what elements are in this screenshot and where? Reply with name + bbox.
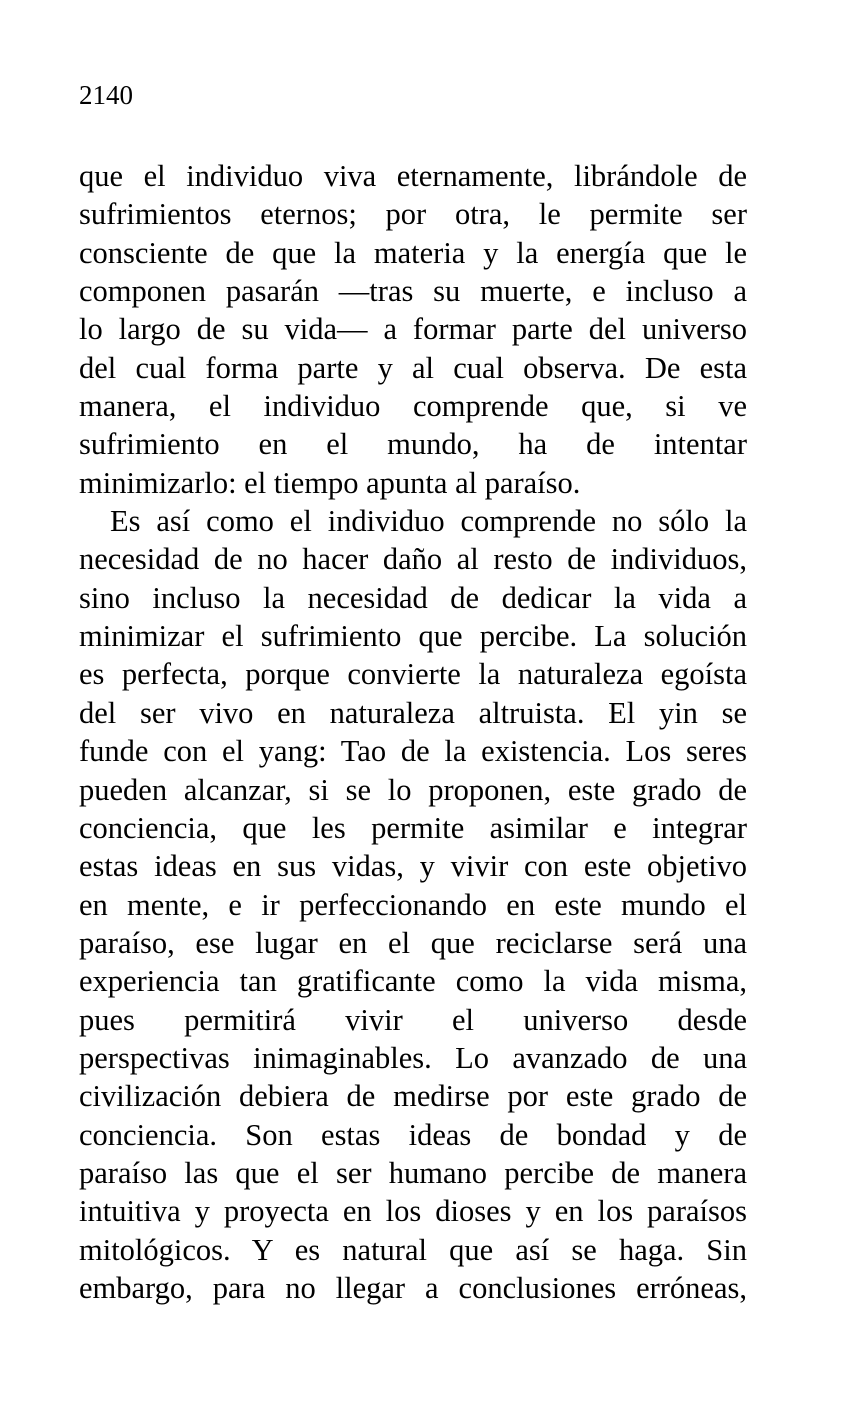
paragraph-1 [79, 157, 747, 502]
paragraph-2 [79, 502, 747, 1307]
text-line: funde con el yang: Tao de la existencia. Los seres [79, 734, 747, 769]
text-line: en mente, e ir perfeccionando en este mundo el [79, 887, 747, 922]
text-line: sufrimientos eternos; por otra, le permite ser [79, 197, 747, 232]
text-line: componen pasarán —tras su muerte, e incluso a [79, 274, 747, 309]
text-line: pueden alcanzar, si se lo proponen, este grado de [79, 772, 747, 807]
text-line: manera, el individuo comprende que, si ve [79, 389, 747, 424]
text-line: sino incluso la necesidad de dedicar la vida a [79, 580, 747, 615]
text-line: minimizarlo: el tiempo apunta al paraíso. [79, 465, 581, 500]
text-line: pues permitirá vivir el universo desde [79, 1002, 747, 1037]
text-line: lo largo de su vida— a formar parte del universo [79, 312, 747, 347]
text-line: que el individuo viva eternamente, librándole de [79, 159, 747, 193]
text-line: civilización debiera de medirse por este grado de [79, 1079, 747, 1114]
text-line: paraíso, ese lugar en el que reciclarse será una [79, 925, 747, 960]
text-line: estas ideas en sus vidas, y vivir con este objetivo [79, 849, 747, 884]
text-line: perspectivas inimaginables. Lo avanzado de una [79, 1040, 747, 1075]
text-line: intuitiva y proyecta en los dioses y en los paraísos [79, 1194, 747, 1229]
text-line: embargo, para no llegar a conclusiones erróneas, [79, 1270, 747, 1305]
text-line: minimizar el sufrimiento que percibe. La solución [79, 619, 747, 654]
text-line: sufrimiento en el mundo, ha de intentar [79, 427, 747, 462]
text-line: del cual forma parte y al cual observa. De esta [79, 350, 747, 385]
page-number: 2140 [79, 80, 133, 110]
text-body [79, 157, 747, 1307]
text-line: paraíso las que el ser humano percibe de manera [79, 1155, 747, 1190]
text-line: del ser vivo en naturaleza altruista. El yin se [79, 695, 747, 730]
text-line: consciente de que la materia y la energía que le [79, 235, 747, 270]
text-line: experiencia tan gratificante como la vida misma, [79, 964, 747, 999]
text-line: es perfecta, porque convierte la naturaleza egoísta [79, 657, 747, 692]
text-line: necesidad de no hacer daño al resto de individuos, [79, 542, 747, 577]
text-line: conciencia, que les permite asimilar e integrar [79, 810, 747, 845]
text-line: conciencia. Son estas ideas de bondad y de [79, 1117, 747, 1152]
text-line: mitológicos. Y es natural que así se haga. Sin [79, 1232, 747, 1267]
text-line: Es así como el individuo comprende no sólo la [110, 504, 747, 539]
